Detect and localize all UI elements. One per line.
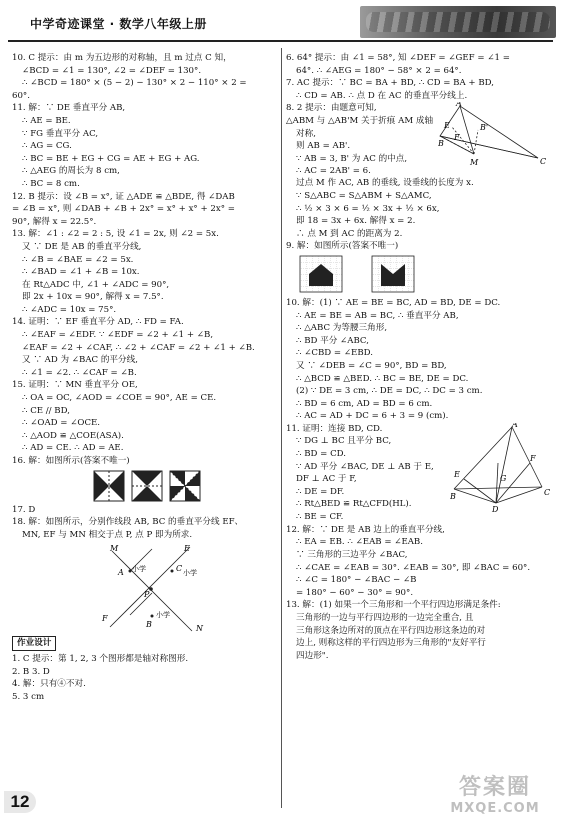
problem-11-block	[286, 423, 556, 524]
label-B: B	[450, 491, 456, 501]
text-line: ∴ △BCD ≌ △BED. ∴ BC = BE, DE = DC.	[296, 373, 469, 384]
site-watermark	[430, 770, 560, 826]
text-line: 13. 解：(1) 如果一个三角形和一个平行四边形满足条件:	[286, 600, 501, 611]
label-B: B	[146, 620, 152, 630]
label-C: C	[176, 564, 183, 574]
label-E: E	[184, 544, 190, 554]
figure-16-svg	[12, 468, 276, 504]
text-line: ∵ AB = 3, B' 为 AC 的中点,	[296, 153, 408, 164]
text-line: 又 ∵ ∠DEB = ∠C = 90°, BD = BD,	[296, 360, 447, 371]
label-school-B: 小学	[156, 611, 170, 620]
right-column	[286, 52, 556, 662]
text-line: = ∠B = x°, 则 ∠DAB + ∠B + 2x° = x° + x° + 2x° =	[12, 204, 235, 215]
label-M: M	[470, 158, 479, 168]
book-title: 中学奇迹课堂 · 数学八年级上册	[30, 17, 207, 31]
text-line: ∴ AE = BE = AB = BC, ∴ 垂直平分 AB,	[296, 310, 459, 321]
text-line: 11. 证明：连接 BD, CD.	[286, 423, 383, 434]
text-line: ∠EAF = ∠2 + ∠CAF, ∴ ∠2 + ∠CAF = ∠2 + ∠1 + ∠B.	[22, 342, 255, 353]
text-line: ∴ AC = AD + DC = 6 + 3 = 9 (cm).	[296, 411, 449, 422]
figure-11-triangle	[450, 423, 554, 515]
text-line: 三角形的一边与平行四边形的一边完全重合, 且	[296, 613, 474, 624]
text-line: 1. C 提示：第 1, 2, 3 个图形都是轴对称图形.	[12, 653, 189, 664]
label-C: C	[544, 487, 551, 497]
figure-9-svg	[286, 253, 556, 297]
label-school-A: 小学	[132, 565, 146, 574]
text-line: 对称,	[296, 128, 316, 139]
text-line: ∴ AC = 2AB' = 6.	[296, 166, 371, 177]
text-line: DF ⊥ AC 于 F,	[296, 474, 357, 485]
label-Bprime: B'	[480, 123, 489, 133]
text-line: ∴ AG = CG.	[22, 141, 72, 152]
text-line: 90°, 解得 x = 22.5°.	[12, 216, 97, 227]
label-school-C: 小学	[183, 569, 197, 578]
text-line: ∴ CD = AB. ∴ 点 D 在 AC 的垂直平分线上.	[296, 90, 468, 101]
text-line: 2. B 3. D	[12, 666, 50, 677]
text-line: ∴ AE = BE.	[22, 115, 71, 126]
text-line: ∴ △AEG 的周长为 8 cm,	[22, 166, 120, 177]
text-line: 5. 3 cm	[12, 691, 45, 702]
text-line: 又 ∵ AD 为 ∠BAC 的平分线,	[22, 355, 138, 366]
text-line: (2) ∵ DE = 3 cm, ∴ DE = DC, ∴ DC = 3 cm.	[296, 386, 483, 397]
text-line: ∴ 点 M 到 AC 的距离为 2.	[296, 228, 403, 239]
text-line: ∴ EA = EB. ∴ ∠EAB = ∠EAB.	[296, 537, 423, 548]
text-line: ∴ ∠BAD = ∠1 + ∠B = 10x.	[22, 267, 140, 278]
text-line: 即 18 = 3x + 6x. 解得 x = 2.	[296, 216, 416, 227]
label-A: A	[512, 422, 518, 429]
text-line: ∴ AD = CE. ∴ AD = AE.	[22, 443, 124, 454]
text-line: ∴ ∠CBD = ∠EBD.	[296, 348, 373, 359]
text-line: 则 AB = AB'.	[296, 141, 351, 152]
text-line: ∵ 三角形的三边平分 ∠BAC,	[296, 550, 408, 561]
text-line: ∴ △AOD ≌ △COE(ASA).	[22, 430, 124, 441]
text-line: ∴ ∠B = ∠BAE = ∠2 = 5x.	[22, 254, 134, 265]
text-line: 又 ∵ DE 是 AB 的垂直平分线,	[22, 241, 142, 252]
text-line: ∴ ∠EAF = ∠EDF. ∵ ∠EDF = ∠2 + ∠1 + ∠B,	[22, 330, 214, 341]
text-line: ∵ FG 垂直平分 AC,	[22, 128, 99, 139]
problem-8-block	[286, 102, 556, 177]
text-line: 6. 64° 提示：由 ∠1 = 58°, 知 ∠DEF = ∠GEF = ∠1 =	[286, 53, 510, 63]
header-rule	[8, 40, 553, 42]
text-line: ∴ BE = CF.	[296, 512, 344, 523]
text-line: ∴ ½ × 3 × 6 = ½ × 3x + ½ × 6x,	[296, 203, 440, 214]
text-line: 7. AC 提示：∵ BC = BA + BD, ∴ CD = BA + BD,	[286, 78, 494, 89]
text-line: ∵ DG ⊥ BC 且平分 BC,	[296, 436, 392, 447]
text-line: ∴ Rt△BED ≌ Rt△CFD(HL).	[296, 499, 412, 510]
text-line: 14. 证明：∵ EF 垂直平分 AD, ∴ FD = FA.	[12, 317, 184, 328]
text-line: 四边形".	[296, 650, 329, 661]
text-line: ∴ ∠BCD = 180° × (5 − 2) − 130° × 2 − 110° × 2 =	[22, 78, 247, 89]
text-line: 10. C 提示：由 m 为五边形的对称轴，且 m 过点 C 知，	[12, 53, 232, 63]
text-line: MN, EF 与 MN 相交于点 P, 点 P 即为所求.	[22, 529, 193, 540]
label-E: E	[444, 121, 450, 131]
text-line: ∴ ∠ADC = 10x = 75°.	[22, 304, 117, 315]
text-line: ∴ CE // BD,	[22, 405, 70, 416]
text-line: ∴ BD = 6 cm, AD = BD = 6 cm.	[296, 398, 433, 409]
grid-figure-1	[300, 256, 342, 292]
label-D: D	[492, 504, 499, 514]
text-line: 在 Rt△ADC 中, ∠1 + ∠ADC = 90°,	[22, 279, 170, 290]
label-G: G	[500, 473, 507, 483]
text-line: 边上, 则称这样的平行四边形为三角形的"友好平行	[296, 638, 486, 649]
header-banner	[360, 6, 556, 38]
text-line: ∴ △ABC 为等腰三角形,	[296, 323, 388, 334]
text-line: 17. D	[12, 504, 36, 515]
text-line: ∴ BD = CD.	[296, 449, 346, 460]
text-line: 64°. ∴ ∠AEG = 180° − 58° × 2 = 64°.	[296, 65, 462, 76]
label-P: P	[144, 590, 150, 600]
text-line: 三角形这条边所对的顶点在平行四边形这条边的对	[296, 625, 486, 636]
text-line: ∴ BD 平分 ∠ABC,	[296, 335, 369, 346]
page-header	[8, 6, 556, 40]
text-line: 15. 证明：∵ MN 垂直平分 OE,	[12, 380, 138, 391]
text-line: 4. 解：只有④不对.	[12, 679, 86, 690]
text-line: △ABM 与 △AB'M 关于折痕 AM 成轴	[286, 115, 434, 126]
text-line: ∴ ∠1 = ∠2. ∴ ∠CAF = ∠B.	[22, 367, 137, 378]
label-M: M	[110, 544, 119, 554]
text-line: 11. 解：∵ DE 垂直平分 AB,	[12, 103, 126, 114]
text-line: ∵ S△ABC = S△ABM + S△AMC,	[296, 190, 432, 201]
text-line: 8. 2 提示：由题意可知,	[286, 103, 377, 114]
label-F: F	[454, 133, 460, 143]
text-line: ∴ ∠CAE = ∠EAB = 30°. ∠EAB = 30°, 即 ∠BAC = 60°.	[296, 562, 531, 573]
text-line: ∴ OA = OC, ∠AOD = ∠COE = 90°, AE = CE.	[22, 393, 217, 404]
watermark-url: MXQE.COM	[450, 801, 540, 816]
figure-18-construction	[12, 541, 276, 633]
figure-8-triangle	[438, 102, 550, 174]
text-line: 即 2x + 10x = 90°, 解得 x = 7.5°.	[22, 292, 164, 303]
text-line: 16. 解：如图所示(答案不唯一)	[12, 456, 130, 466]
label-F: F	[102, 614, 108, 624]
text-line: 9. 解：如图所示(答案不唯一)	[286, 241, 399, 252]
text-line: ∴ ∠OAD = ∠OCE.	[22, 418, 101, 429]
column-divider	[281, 48, 282, 808]
page-number: 12	[4, 791, 36, 813]
square-pattern-3	[170, 471, 200, 501]
label-E: E	[454, 469, 460, 479]
watermark-title: 答案圈	[458, 775, 531, 800]
text-line: 12. B 提示：设 ∠B = x°, 证 △ADE ≌ △BDE, 得 ∠DAB	[12, 191, 235, 202]
label-A: A	[118, 568, 124, 578]
label-N: N	[196, 624, 203, 634]
figure-18-svg	[12, 541, 276, 633]
text-line: 60°.	[12, 90, 30, 101]
text-line: ∴ BC = BE + EG + CG = AE + EG + AG.	[22, 153, 200, 164]
text-line: ∵ AD 平分 ∠BAC, DE ⊥ AB 于 E,	[296, 461, 434, 472]
figure-9-grids	[286, 253, 556, 297]
text-line: 12. 解：∵ DE 是 AB 边上的垂直平分线,	[286, 524, 445, 535]
grid-figure-2	[372, 256, 414, 292]
text-line: 过点 M 作 AC, AB 的垂线, 设垂线的长度为 x.	[296, 178, 474, 189]
label-A: A	[456, 102, 462, 109]
label-F: F	[530, 453, 536, 463]
text-line: ∴ BC = 8 cm.	[22, 178, 80, 189]
label-B: B	[438, 139, 444, 149]
banner-decoration	[366, 12, 550, 32]
text-line: ∴ ∠C = 180° − ∠BAC − ∠B	[296, 575, 417, 586]
text-line: 13. 解：∠1 : ∠2 = 2 : 5, 设 ∠1 = 2x, 则 ∠2 = 5x.	[12, 229, 219, 240]
square-pattern-2	[132, 471, 162, 501]
figure-16-squares	[12, 468, 276, 504]
left-column	[12, 52, 276, 703]
text-line: 18. 解：如图所示，分别作线段 AB, BC 的垂直平分线 EF、	[12, 517, 244, 528]
homework-section-title: 作业设计	[12, 636, 56, 651]
square-pattern-1	[94, 471, 124, 501]
text-line: ∴ DE = DF.	[296, 486, 345, 497]
label-C: C	[540, 157, 547, 167]
text-line: ∠BCD = ∠1 = 130°, ∠2 = ∠DEF = 130°.	[22, 65, 202, 76]
text-line: 10. 解：(1) ∵ AE = BE = BC, AD = BD, DE = DC.	[286, 297, 501, 308]
text-line: = 180° − 60° − 30° = 90°.	[296, 587, 414, 598]
